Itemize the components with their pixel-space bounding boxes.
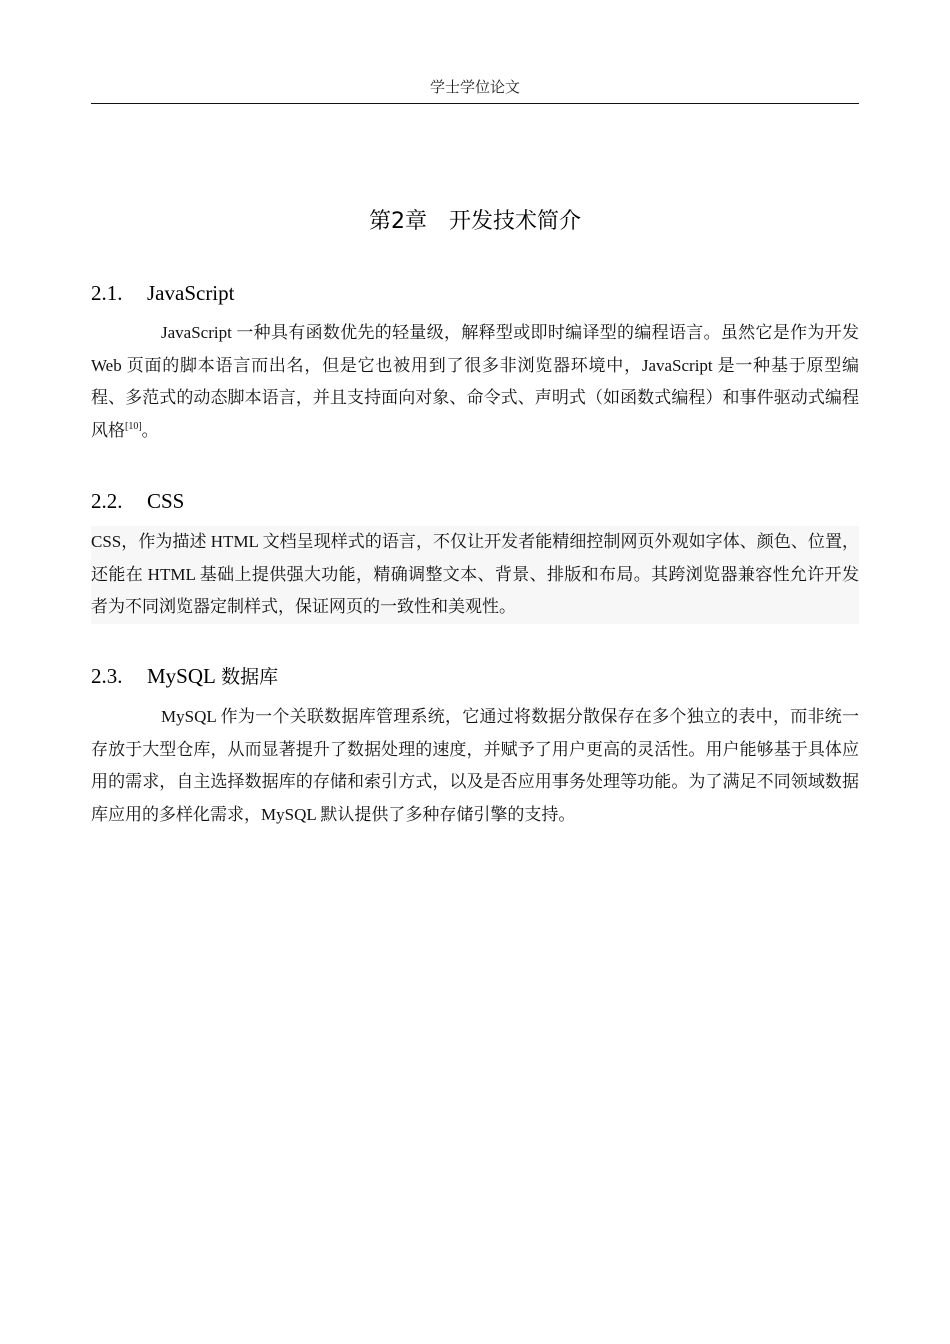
- section-heading-css: [91, 487, 859, 515]
- section-number: 2.1.: [91, 281, 123, 305]
- section-title-cjk: 数据库: [221, 666, 279, 688]
- citation-marker: [10]: [125, 420, 142, 432]
- section-paragraph-javascript: [91, 317, 859, 447]
- chapter-number: 第2章: [368, 209, 427, 234]
- section-title-latin: MySQL: [147, 664, 216, 688]
- header-rule: [91, 103, 859, 104]
- section-heading-mysql: [91, 662, 859, 691]
- chapter-title: [91, 206, 859, 238]
- section-number: 2.2.: [91, 489, 123, 513]
- section-paragraph-mysql: [91, 701, 859, 831]
- section-number: 2.3.: [91, 664, 123, 688]
- section-title: CSS: [147, 489, 185, 513]
- paragraph-ending: 。: [141, 420, 159, 440]
- paragraph-text: CSS，作为描述 HTML 文档呈现样式的语言，不仅让开发者能精细控制网页外观如字体、颜色、位置，还能在 HTML 基础上提供强大功能，精确调整文本、背景、排版和布局。其跨浏览器兼容性允许开发者为不同浏览器定制样式，保证网页的一致性和美观性。: [91, 532, 859, 616]
- paragraph-text: MySQL 作为一个关联数据库管理系统，它通过将数据分散保存在多个独立的表中，而非统一存放于大型仓库，从而显著提升了数据处理的速度，并赋予了用户更高的灵活性。用户能够基于具体应用的需求，自主选择数据库的存储和索引方式，以及是否应用事务处理等功能。为了满足不同领域数据库应用的多样化需求，MySQL 默认提供了多种存储引擎的支持。: [91, 707, 859, 824]
- section-title: JavaScript: [147, 281, 235, 305]
- running-header: 学士学位论文: [429, 80, 520, 96]
- section-paragraph-css: [91, 526, 859, 624]
- paragraph-text: JavaScript 一种具有函数优先的轻量级，解释型或即时编译型的编程语言。虽然它是作为开发 Web 页面的脚本语言而出名，但是它也被用到了很多非浏览器环境中，JavaScript 是一种基于原型编程、多范式的动态脚本语言，并且支持面向对象、命令式、声明式（如函数式编程）和事件驱动式编程风格: [91, 323, 859, 440]
- chapter-name: 开发技术简介: [448, 209, 581, 234]
- section-heading-javascript: [91, 279, 859, 307]
